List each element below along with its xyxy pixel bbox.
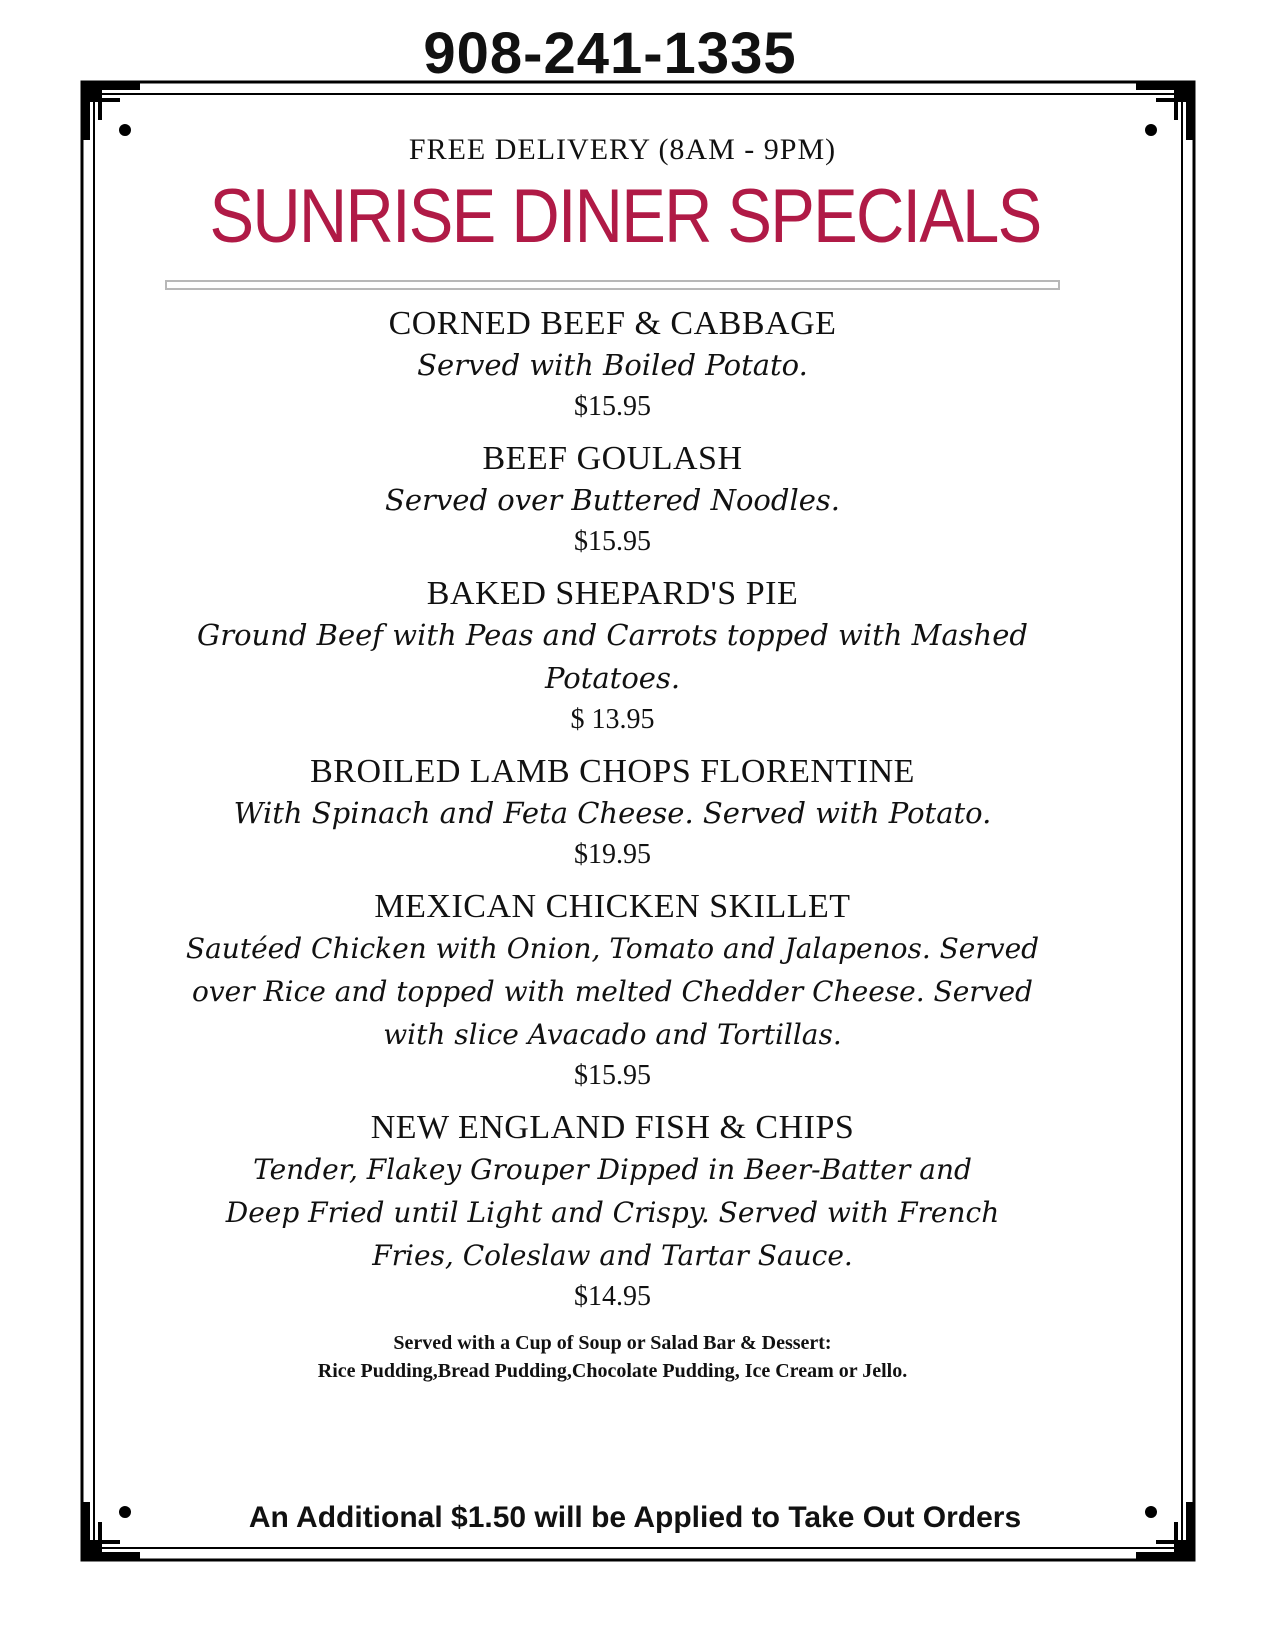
- menu-item-mexican-chicken: [125, 887, 1100, 1096]
- takeout-note: An Additional $1.50 will be Applied to Take Out Orders: [248, 1501, 1022, 1534]
- menu-items: [125, 304, 1100, 1385]
- menu-item-beef-goulash: [125, 439, 1100, 562]
- menu-item-price: $19.95: [574, 839, 651, 870]
- menu-item-description: Ground Beef with Peas and Carrots topped with Mashed Potatoes.: [197, 618, 1028, 695]
- menu-item-price: $15.95: [574, 391, 651, 422]
- menu-content: [150, 128, 1125, 1385]
- corner-ornament-bottom-right-icon: [1136, 1502, 1194, 1560]
- menu-item-fish-chips: [125, 1108, 1100, 1317]
- menu-item-description: With Spinach and Feta Cheese. Served with Potato.: [233, 796, 992, 830]
- served-with-line-1: Served with a Cup of Soup or Salad Bar & Dessert:: [393, 1332, 832, 1354]
- menu-item-description: Tender, Flakey Grouper Dipped in Beer-Batter and Deep Fried until Light and Crispy. Served with French Fries, Coleslaw and Tartar Sauce.: [225, 1153, 1000, 1272]
- menu-item-price: $14.95: [574, 1281, 651, 1312]
- menu-item-description: Served with Boiled Potato.: [417, 348, 808, 382]
- menu-item-description: Sautéed Chicken with Onion, Tomato and Jalapenos. Served over Rice and topped with melted Chedder Cheese. Served with slice Avacado and Tortillas.: [185, 932, 1040, 1051]
- menu-item-name: BROILED LAMB CHOPS FLORENTINE: [310, 753, 915, 790]
- menu-item-price: $15.95: [574, 526, 651, 557]
- delivery-notice: FREE DELIVERY (8AM - 9PM): [408, 133, 837, 166]
- menu-item-corned-beef: [125, 304, 1100, 427]
- menu-title: SUNRISE DINER SPECIALS: [209, 174, 1041, 259]
- menu-item-name: BAKED SHEPARD'S PIE: [426, 575, 799, 612]
- menu-item-description: Served over Buttered Noodles.: [385, 483, 840, 517]
- served-with-line-2: Rice Pudding,Bread Pudding,Chocolate Pudding, Ice Cream or Jello.: [317, 1360, 908, 1382]
- menu-item-name: CORNED BEEF & CABBAGE: [388, 305, 837, 342]
- menu-item-price: $ 13.95: [570, 704, 655, 735]
- title-divider: [165, 280, 1060, 290]
- menu-item-lamb-chops: [125, 752, 1100, 875]
- corner-ornament-top-right-icon: [1136, 82, 1194, 140]
- menu-item-shepards-pie: [125, 574, 1100, 740]
- menu-item-name: BEEF GOULASH: [482, 440, 743, 477]
- menu-item-name: MEXICAN CHICKEN SKILLET: [374, 888, 851, 925]
- phone-number: 908-241-1335: [423, 21, 797, 86]
- menu-item-price: $15.95: [574, 1060, 651, 1091]
- menu-item-name: NEW ENGLAND FISH & CHIPS: [370, 1109, 855, 1146]
- corner-ornament-bottom-left-icon: [82, 1502, 140, 1560]
